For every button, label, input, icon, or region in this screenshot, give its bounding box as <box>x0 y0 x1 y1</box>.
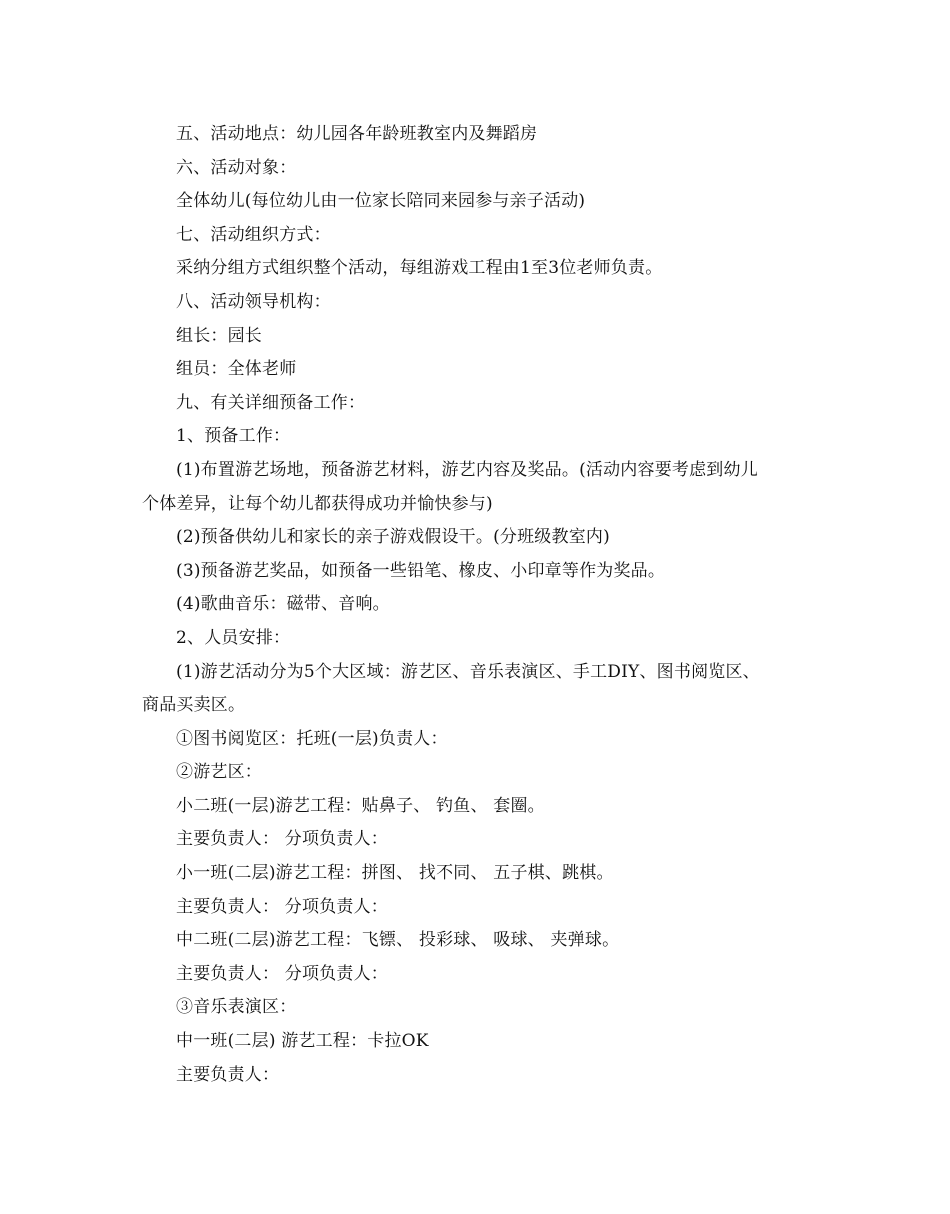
section-8-heading: 八、活动领导机构： <box>176 291 331 312</box>
reading-area-line: ①图书阅览区：托班(一层)负责人： <box>176 728 448 749</box>
section-7-method: 采纳分组方式组织整个活动，每组游戏工程由1至3位老师负责。 <box>176 258 663 279</box>
class-middle-1-staff: 主要负责人： <box>176 1064 280 1085</box>
staffing-item-1-continued: 商品买卖区。 <box>142 695 246 716</box>
prep-item-3: (3)预备游艺奖品，如预备一些铅笔、橡皮、小印章等作为奖品。 <box>176 560 666 581</box>
section-6-participants: 全体幼儿(每位幼儿由一位家长陪同来园参与亲子活动) <box>176 191 586 212</box>
section-5-location: 五、活动地点：幼儿园各年龄班教室内及舞蹈房 <box>176 124 538 144</box>
prep-item-2: (2)预备供幼儿和家长的亲子游戏假设干。(分班级教室内) <box>176 527 610 548</box>
subsection-1-heading: 1、预备工作： <box>176 426 291 447</box>
class-small-1-staff: 主要负责人： 分项负责人： <box>176 896 389 917</box>
class-middle-1-games: 中一班(二层) 游艺工程：卡拉OK <box>176 1031 429 1052</box>
class-small-1-games: 小一班(二层)游艺工程：拼图、 找不同、 五子棋、跳棋。 <box>176 863 614 884</box>
class-middle-2-staff: 主要负责人： 分项负责人： <box>176 963 389 984</box>
team-members: 组员：全体老师 <box>176 359 297 380</box>
prep-item-1: (1)布置游艺场地，预备游艺材料，游艺内容及奖品。(活动内容要考虑到幼儿 <box>176 459 758 480</box>
subsection-2-heading: 2、人员安排： <box>176 627 291 648</box>
music-area-heading: ③音乐表演区： <box>176 997 297 1018</box>
prep-item-1-continued: 个体差异，让每个幼儿都获得成功并愉快参与) <box>142 493 493 514</box>
section-6-heading: 六、活动对象： <box>176 157 297 178</box>
section-9-heading: 九、有关详细预备工作： <box>176 392 366 413</box>
class-small-2-staff: 主要负责人： 分项负责人： <box>176 829 389 850</box>
team-leader: 组长：园长 <box>176 325 262 346</box>
class-middle-2-games: 中二班(二层)游艺工程：飞镖、 投彩球、 吸球、 夹弹球。 <box>176 930 620 951</box>
section-7-heading: 七、活动组织方式： <box>176 224 331 245</box>
document-body <box>142 118 832 1092</box>
staffing-item-1: (1)游艺活动分为5个大区域：游艺区、音乐表演区、手工DIY、图书阅览区、 <box>176 661 760 682</box>
prep-item-4: (4)歌曲音乐：磁带、音响。 <box>176 594 390 615</box>
game-area-heading: ②游艺区： <box>176 762 262 783</box>
class-small-2-games: 小二班(一层)游艺工程：贴鼻子、 钓鱼、 套圈。 <box>176 795 545 816</box>
